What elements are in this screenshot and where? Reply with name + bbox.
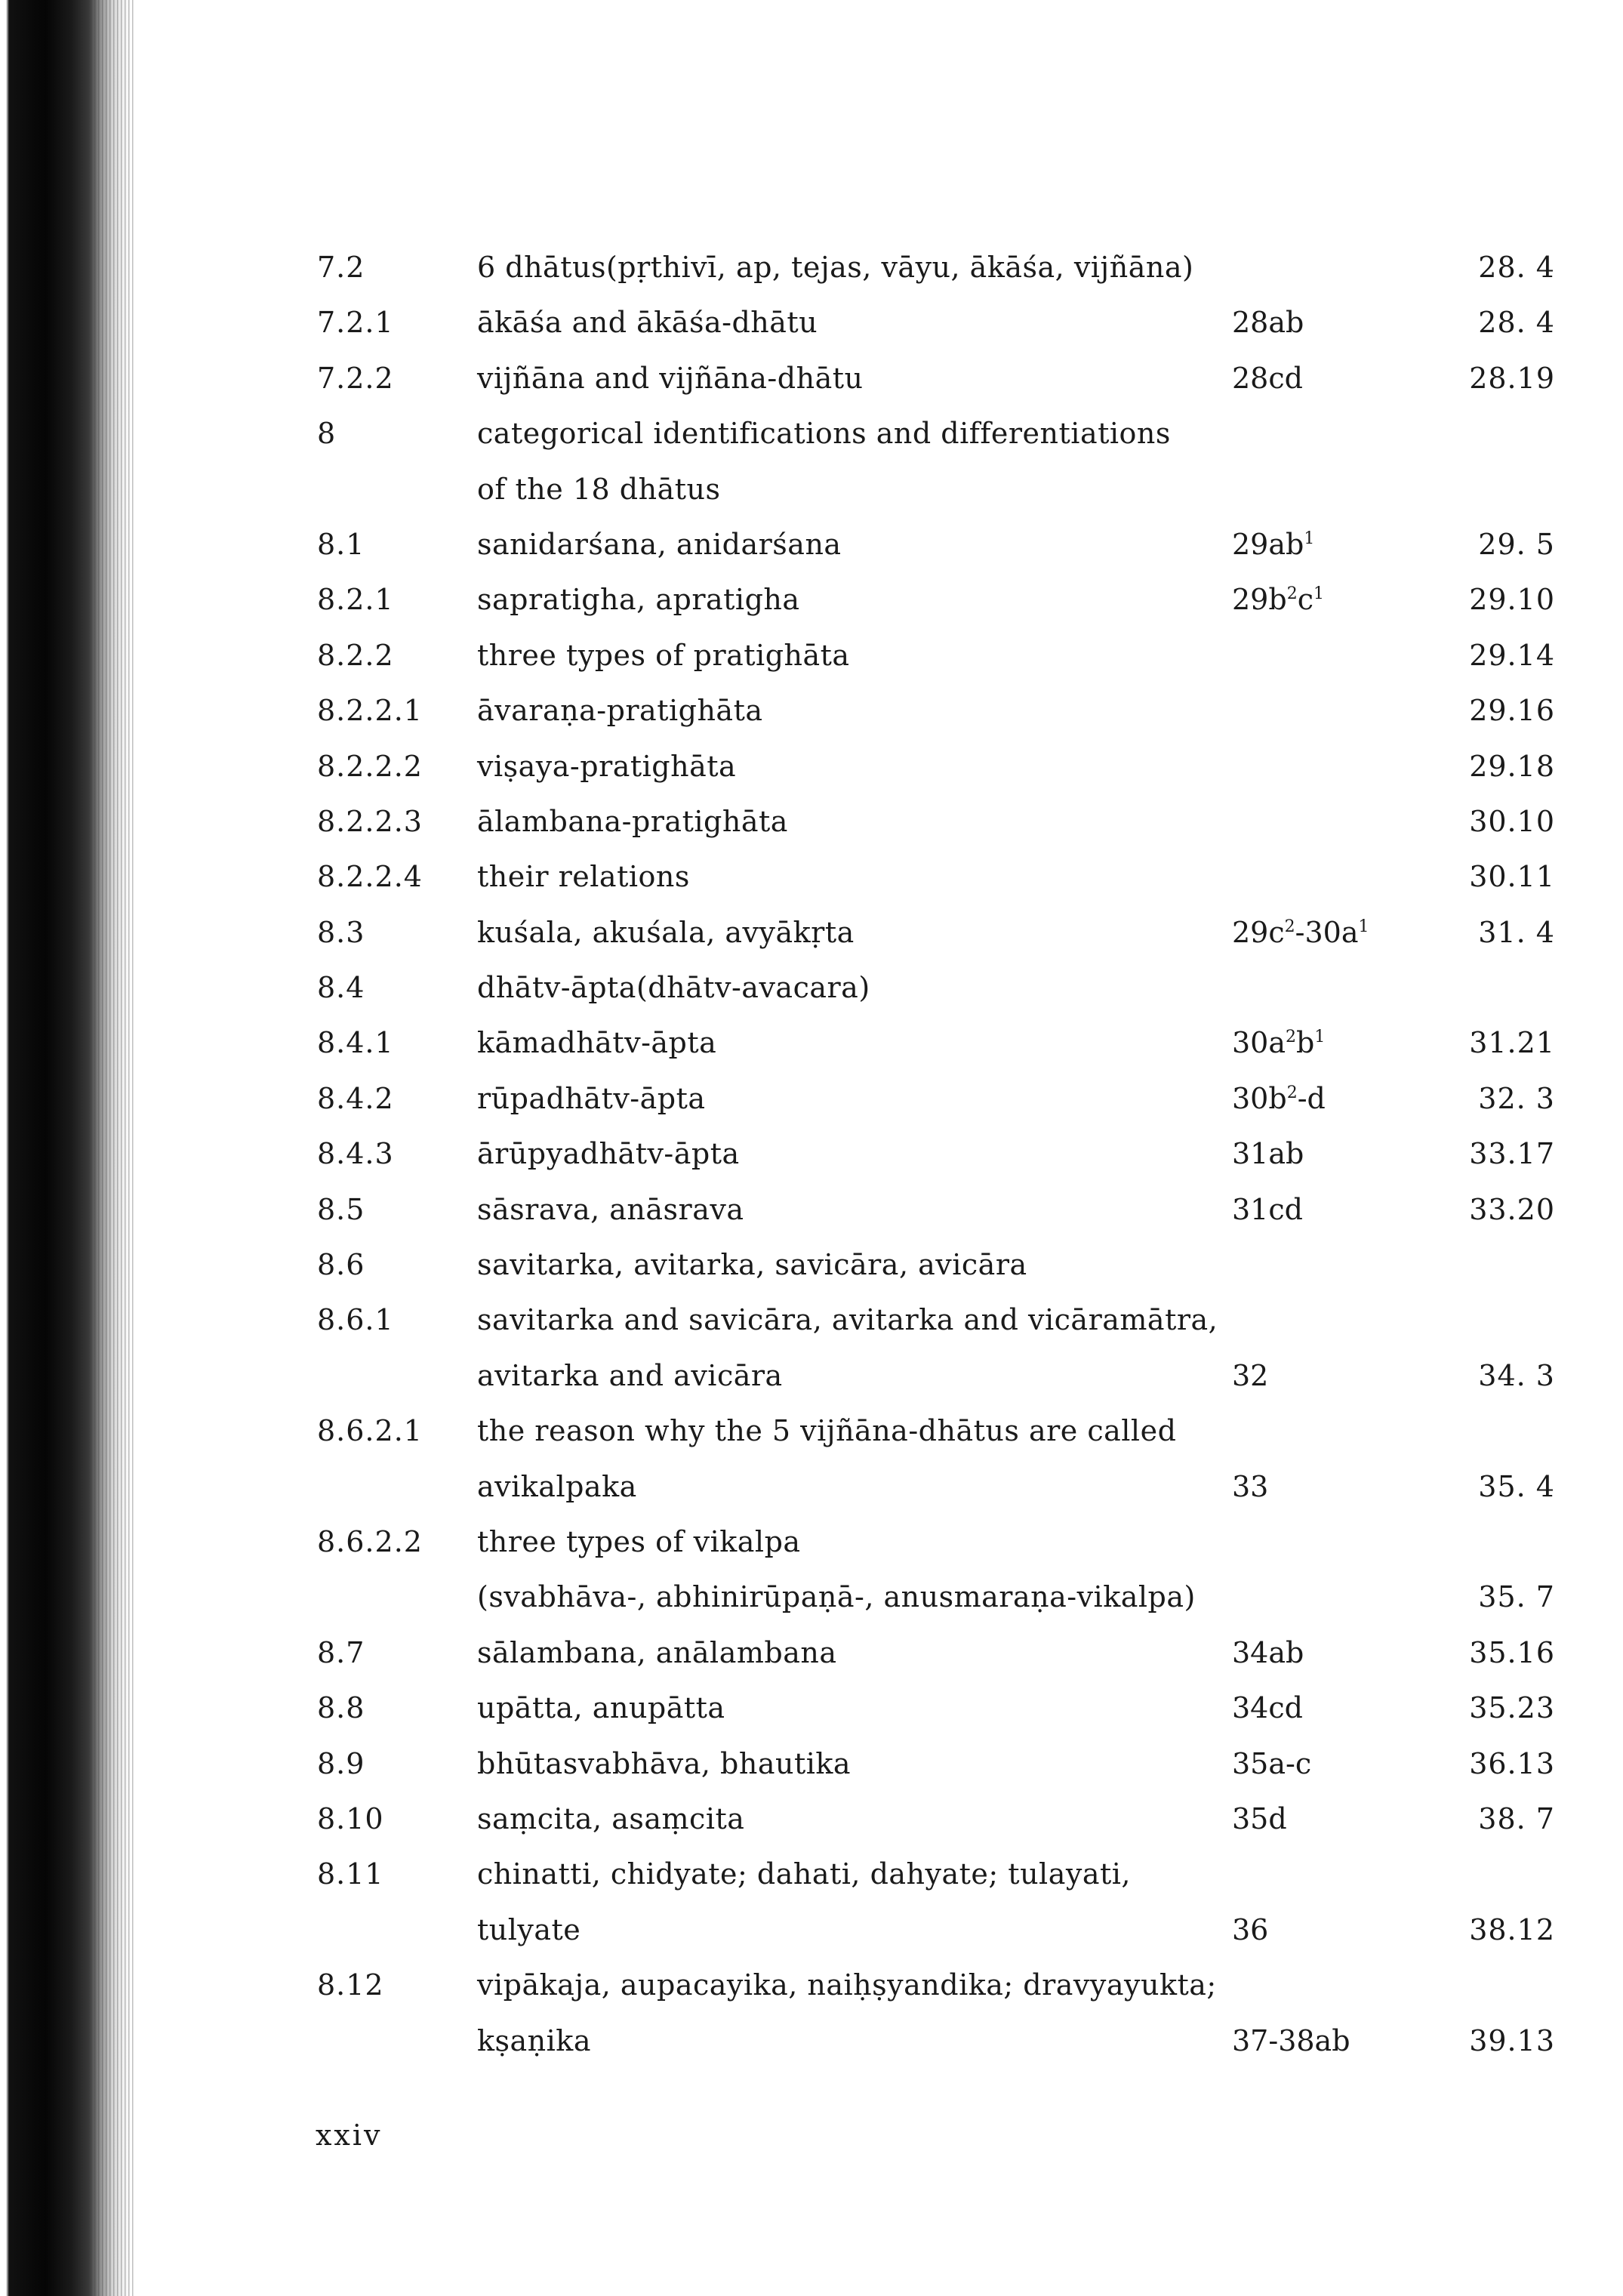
toc-entry (317, 295, 1555, 350)
section-number: 8.4 (317, 971, 365, 1005)
section-title: vipākaja, aupacayika, naiḥṣyandika; dravyayukta; (477, 1968, 1217, 2002)
page-reference: 28. 4 (1478, 306, 1555, 340)
toc-entry (317, 1570, 1555, 1625)
section-title: sālambana, anālambana (477, 1635, 837, 1669)
toc-entry (317, 1737, 1555, 1792)
verse-reference (1232, 1792, 1287, 1847)
verse-superscript: 2 (1286, 1083, 1298, 1102)
section-title: categorical identifications and differentiations (477, 417, 1171, 451)
toc-entry (317, 1126, 1555, 1182)
verse-superscript: 1 (1304, 529, 1315, 548)
toc-entry (317, 794, 1555, 849)
verse-main: 30b (1232, 1081, 1287, 1115)
section-number: 8.6 (317, 1248, 365, 1282)
scan-binding-lines (91, 0, 136, 2296)
toc-entry (317, 1071, 1555, 1126)
page-reference: 38. 7 (1478, 1801, 1555, 1835)
page-reference: 35. 7 (1478, 1580, 1555, 1614)
toc-entry (317, 1792, 1555, 1847)
section-number: 8.7 (317, 1635, 365, 1669)
section-title: three types of pratighāta (477, 638, 850, 672)
verse-reference (1232, 1126, 1304, 1182)
page-reference: 39.13 (1469, 2023, 1555, 2057)
section-title: sāsrava, anāsrava (477, 1192, 744, 1226)
page-reference: 29. 5 (1478, 527, 1555, 561)
section-title: kāmadhātv-āpta (477, 1026, 717, 1060)
page-reference: 31. 4 (1478, 915, 1555, 949)
page-reference: 29.14 (1469, 638, 1555, 672)
table-of-contents (317, 240, 1555, 2069)
verse-main: 32 (1232, 1358, 1269, 1392)
section-number: 8.12 (317, 1968, 384, 2002)
section-title: kṣaṇika (477, 2023, 591, 2057)
verse-tail: -d (1297, 1081, 1326, 1115)
verse-main: 34ab (1232, 1635, 1304, 1669)
verse-reference (1232, 1015, 1325, 1071)
section-title: saṃcita, asaṃcita (477, 1801, 745, 1835)
section-number: 8.5 (317, 1192, 365, 1226)
verse-reference (1232, 351, 1303, 406)
toc-entry (317, 462, 1555, 517)
verse-superscript: 2 (1284, 917, 1295, 936)
verse-reference (1232, 1071, 1326, 1126)
page-reference: 35.16 (1469, 1635, 1555, 1669)
page-number: xxiv (316, 2119, 383, 2152)
page-reference: 30.11 (1469, 860, 1555, 894)
verse-superscript: 2 (1286, 1028, 1297, 1047)
section-number: 8.8 (317, 1691, 365, 1725)
section-title: ākāśa and ākāśa-dhātu (477, 306, 818, 340)
toc-entry (317, 1459, 1555, 1515)
section-title: bhūtasvabhāva, bhautika (477, 1746, 852, 1780)
page-reference: 33.17 (1469, 1137, 1555, 1171)
section-title: kuśala, akuśala, avyākṛta (477, 915, 855, 949)
page-reference: 31.21 (1469, 1026, 1555, 1060)
section-number: 8.2.2.2 (317, 749, 423, 783)
section-title: dhātv-āpta(dhātv-avacara) (477, 971, 870, 1005)
section-title: viṣaya-pratighāta (477, 749, 737, 783)
verse-reference (1232, 905, 1369, 960)
section-title: savitarka, avitarka, savicāra, avicāra (477, 1248, 1027, 1282)
verse-main: 35a-c (1232, 1746, 1312, 1780)
section-title: vijñāna and vijñāna-dhātu (477, 361, 864, 395)
toc-entry (317, 683, 1555, 738)
toc-entry (317, 628, 1555, 683)
toc-entry (317, 1847, 1555, 1902)
section-title: upātta, anupātta (477, 1691, 725, 1725)
section-title: (svabhāva-, abhinirūpaṇā-, anusmaraṇa-vikalpa) (477, 1580, 1196, 1614)
toc-entry (317, 1182, 1555, 1237)
page-reference: 28. 4 (1478, 251, 1555, 284)
verse-main: 37-38ab (1232, 2023, 1350, 2057)
toc-entry (317, 517, 1555, 572)
verse-main: 30a (1232, 1026, 1286, 1060)
section-number: 8.11 (317, 1857, 384, 1891)
section-number: 8.4.2 (317, 1081, 394, 1115)
verse-reference (1232, 1182, 1303, 1237)
toc-entry (317, 1958, 1555, 2013)
verse-reference (1232, 1737, 1311, 1792)
verse-main: 31ab (1232, 1137, 1304, 1171)
section-title: avikalpaka (477, 1469, 637, 1503)
toc-entry (317, 1404, 1555, 1459)
page-reference: 32. 3 (1478, 1081, 1555, 1115)
verse-main: 29ab (1232, 527, 1304, 561)
section-title: their relations (477, 860, 690, 894)
section-number: 8.1 (317, 527, 365, 561)
toc-entry (317, 1681, 1555, 1736)
verse-reference (1232, 1903, 1268, 1958)
section-number: 8.2.2.4 (317, 860, 423, 894)
verse-main: 29b (1232, 583, 1287, 617)
page-reference: 34. 3 (1478, 1358, 1555, 1392)
section-title: the reason why the 5 vijñāna-dhātus are called (477, 1414, 1177, 1448)
section-number: 8.2.1 (317, 583, 394, 617)
section-title: āvaraṇa-pratighāta (477, 694, 763, 728)
verse-reference (1232, 517, 1314, 572)
section-title: sapratigha, apratigha (477, 583, 800, 617)
section-number: 8.10 (317, 1801, 384, 1835)
verse-reference (1232, 295, 1304, 350)
section-title: sanidarśana, anidarśana (477, 527, 842, 561)
toc-entry (317, 406, 1555, 461)
verse-main: 33 (1232, 1469, 1269, 1503)
section-number: 8.6.2.2 (317, 1524, 423, 1558)
section-number: 8.2.2.3 (317, 804, 423, 838)
verse-main: 34cd (1232, 1691, 1303, 1725)
page-reference: 35. 4 (1478, 1469, 1555, 1503)
section-number: 8.3 (317, 915, 365, 949)
section-title: ārūpyadhātv-āpta (477, 1137, 740, 1171)
verse-tail-superscript: 1 (1314, 1028, 1326, 1047)
toc-entry (317, 240, 1555, 295)
verse-tail-superscript: 1 (1313, 584, 1324, 604)
section-number: 8.6.1 (317, 1303, 394, 1337)
verse-tail-superscript: 1 (1358, 917, 1369, 936)
page-reference: 28.19 (1469, 361, 1555, 395)
toc-entry (317, 1237, 1555, 1293)
toc-entry (317, 739, 1555, 794)
toc-entry (317, 849, 1555, 905)
section-number: 8.4.3 (317, 1137, 394, 1171)
toc-entry (317, 1348, 1555, 1404)
toc-entry (317, 572, 1555, 627)
verse-main: 35d (1232, 1801, 1287, 1835)
page-reference: 33.20 (1469, 1192, 1555, 1226)
toc-entry (317, 2014, 1555, 2069)
toc-entry (317, 1626, 1555, 1681)
section-title: 6 dhātus(pṛthivī, ap, tejas, vāyu, ākāśa, vijñāna) (477, 251, 1194, 284)
section-title: ālambana-pratighāta (477, 804, 788, 838)
section-number: 8.2.2.1 (317, 694, 423, 728)
section-title: three types of vikalpa (477, 1524, 801, 1558)
section-number: 8.4.1 (317, 1026, 394, 1060)
verse-superscript: 2 (1286, 584, 1298, 604)
section-number: 8.6.2.1 (317, 1414, 423, 1448)
section-title: avitarka and avicāra (477, 1358, 783, 1392)
page-reference: 35.23 (1469, 1691, 1555, 1725)
page-reference: 29.16 (1469, 694, 1555, 728)
verse-main: 28ab (1232, 306, 1304, 340)
page-reference: 36.13 (1469, 1746, 1555, 1780)
section-number: 7.2.1 (317, 306, 394, 340)
page-reference: 30.10 (1469, 804, 1555, 838)
verse-main: 29c (1232, 915, 1285, 949)
page-reference: 29.10 (1469, 583, 1555, 617)
verse-reference (1232, 1459, 1268, 1515)
verse-main: 36 (1232, 1912, 1269, 1946)
section-number: 7.2.2 (317, 361, 394, 395)
toc-entry (317, 1903, 1555, 1958)
verse-reference (1232, 1348, 1268, 1404)
section-number: 8.2.2 (317, 638, 394, 672)
section-number: 7.2 (317, 251, 365, 284)
page-reference: 29.18 (1469, 749, 1555, 783)
verse-reference (1232, 572, 1324, 627)
toc-entry (317, 1293, 1555, 1348)
verse-tail: -30a (1295, 915, 1359, 949)
section-number: 8.9 (317, 1746, 365, 1780)
page-reference: 38.12 (1469, 1912, 1555, 1946)
section-title: chinatti, chidyate; dahati, dahyate; tulayati, (477, 1857, 1131, 1891)
verse-reference (1232, 1681, 1303, 1736)
toc-entry (317, 1015, 1555, 1071)
verse-main: 31cd (1232, 1192, 1303, 1226)
verse-tail: c (1297, 583, 1313, 617)
toc-entry (317, 1515, 1555, 1570)
section-number: 8 (317, 417, 337, 451)
toc-entry (317, 351, 1555, 406)
section-title: rūpadhātv-āpta (477, 1081, 706, 1115)
verse-reference (1232, 2014, 1350, 2069)
toc-entry (317, 960, 1555, 1015)
section-title: savitarka and savicāra, avitarka and vicāramātra, (477, 1303, 1218, 1337)
section-title: of the 18 dhātus (477, 472, 721, 506)
toc-entry (317, 905, 1555, 960)
section-title: tulyate (477, 1912, 581, 1946)
verse-tail: b (1296, 1026, 1315, 1060)
verse-reference (1232, 1626, 1304, 1681)
verse-main: 28cd (1232, 361, 1303, 395)
